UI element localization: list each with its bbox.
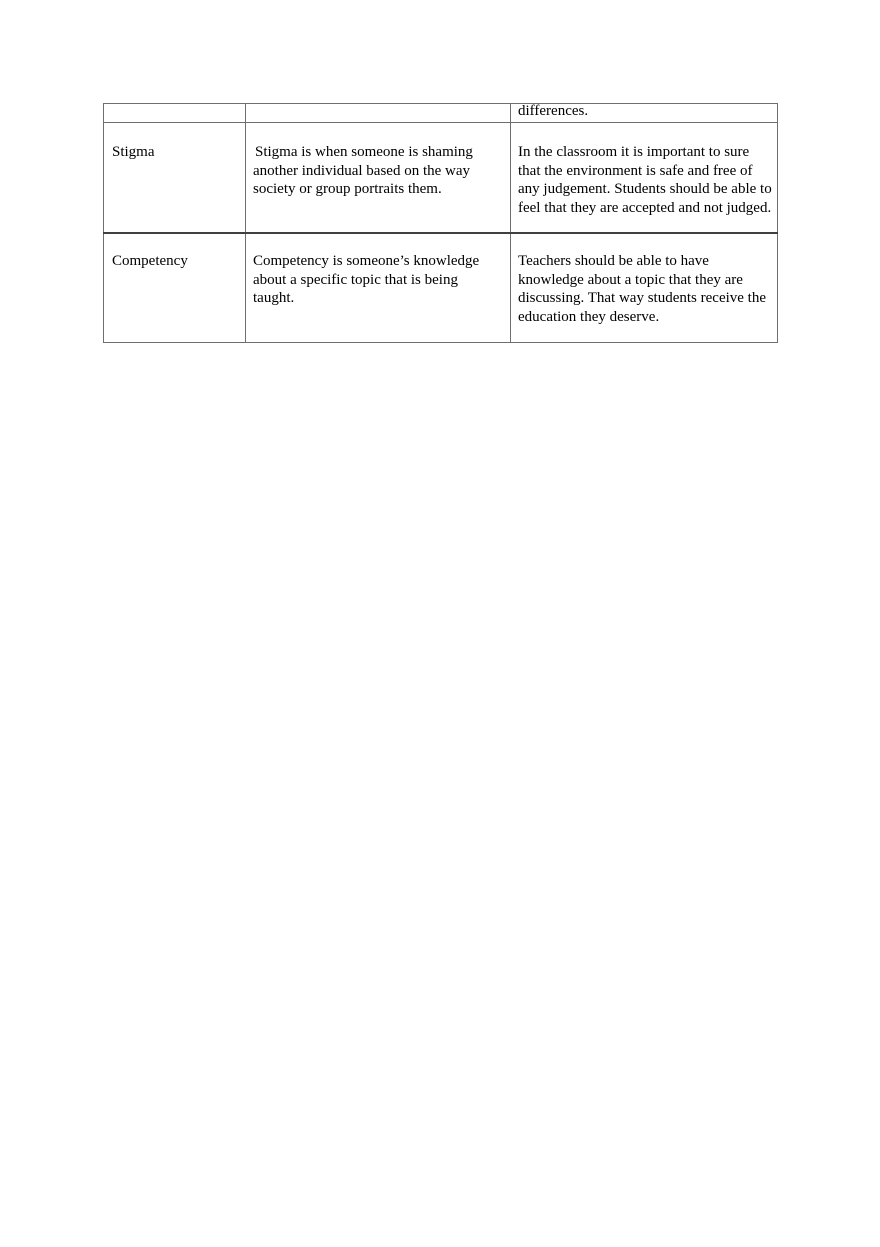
table-row	[104, 233, 778, 343]
table-cell-application	[511, 104, 778, 123]
table-cell-term	[104, 233, 246, 343]
cell-text: differences.	[518, 103, 589, 119]
table-row-continuation	[104, 104, 778, 123]
table-cell-application	[511, 233, 778, 343]
table-cell-definition	[246, 123, 511, 234]
term-text: Competency	[112, 253, 188, 269]
definition-text: Stigma is when someone is shaming another individual based on the way society or group portraits them.	[253, 144, 473, 197]
term-text: Stigma	[112, 144, 155, 160]
table-cell-definition	[246, 233, 511, 343]
table-cell-definition	[246, 104, 511, 123]
table-cell-application	[511, 123, 778, 234]
application-text: Teachers should be able to have knowledge about a topic that they are discussing. That way students receive the education they deserve.	[518, 253, 766, 325]
definition-text: Competency is someone’s knowledge about a specific topic that is being taught.	[253, 253, 480, 306]
table-row	[104, 123, 778, 234]
application-text: In the classroom it is important to sure that the environment is safe and free of any judgement. Students should be able to feel that they are accepted and not judged.	[518, 144, 772, 216]
table-cell-term	[104, 104, 246, 123]
terms-table	[103, 103, 778, 343]
table-cell-term	[104, 123, 246, 234]
